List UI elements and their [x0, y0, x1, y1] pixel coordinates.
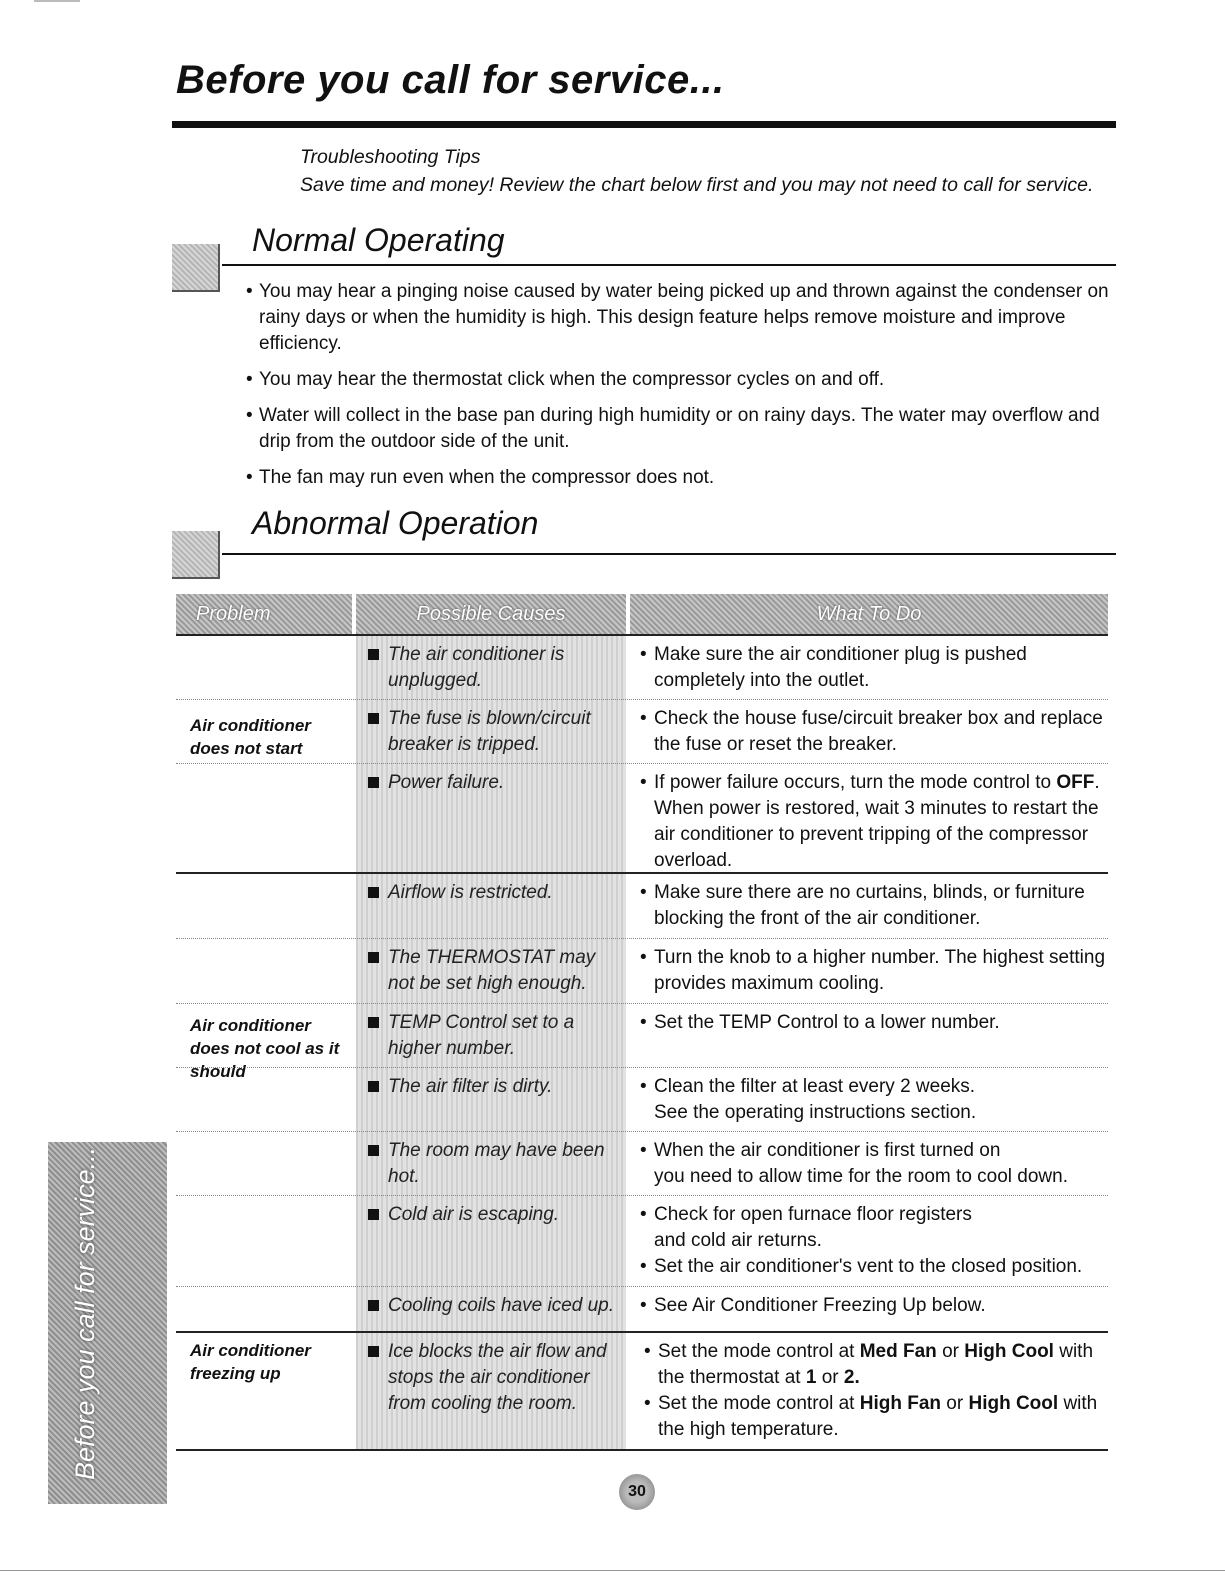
todo-bold: OFF [1056, 772, 1095, 793]
todo-text [640, 1202, 1108, 1280]
troubleshooting-table [176, 594, 1108, 1451]
top-crop-mark [34, 0, 80, 2]
header-possible-causes: Possible Causes [356, 594, 626, 634]
table-row [176, 1132, 1108, 1196]
table-row [176, 1004, 1108, 1068]
todo-text [640, 1010, 1108, 1036]
todo-text [640, 1074, 1108, 1126]
todo-bold: 2. [843, 1367, 860, 1388]
todo-bullet [644, 1391, 1112, 1443]
todo-bullet: • Check for open furnace floor registers [640, 1202, 1108, 1228]
cause-text: The air filter is dirty. [364, 1074, 624, 1100]
todo-bullet: • Set the TEMP Control to a lower number. [640, 1010, 1108, 1036]
todo-bold: 1 [805, 1367, 817, 1388]
todo-text [640, 770, 1108, 874]
abnormal-section-title: Abnormal Operation [252, 505, 539, 541]
todo-bullet [644, 1339, 1112, 1391]
cause-text: Cold air is escaping. [364, 1202, 624, 1228]
section-marker-icon [172, 531, 220, 579]
problem-group-freezing-up [176, 1333, 1108, 1451]
cause-text: The THERMOSTAT may not be set high enough. [364, 945, 624, 997]
todo-bullet: • Set the air conditioner's vent to the closed position. [640, 1254, 1108, 1280]
todo-bullet: • Make sure the air conditioner plug is pushed completely into the outlet. [640, 642, 1108, 694]
todo-part: Set the mode control at [658, 1393, 860, 1414]
todo-part: or [816, 1367, 844, 1388]
cause-text: Power failure. [364, 770, 624, 796]
problem-label: Air conditioner does not start [190, 716, 311, 758]
cause-text: TEMP Control set to a higher number. [364, 1010, 624, 1062]
todo-part: If power failure occurs, turn the mode control to [654, 772, 1057, 793]
todo-bullet: • Make sure there are no curtains, blinds, or furniture blocking the front of the air conditioner. [640, 880, 1108, 932]
todo-bold: Med Fan [859, 1341, 937, 1362]
cause-text: The fuse is blown/circuit breaker is tripped. [364, 706, 624, 758]
todo-bold: High Cool [968, 1393, 1059, 1414]
todo-text [644, 1339, 1112, 1443]
todo-bullet: • Check the house fuse/circuit breaker box and replace the fuse or reset the breaker. [640, 706, 1108, 758]
todo-bullet: • See Air Conditioner Freezing Up below. [640, 1293, 1108, 1319]
problem-label: Air conditioner does not cool as it should [190, 1016, 340, 1081]
problem-label: Air conditioner freezing up [190, 1341, 311, 1383]
todo-line: See the operating instructions section. [654, 1102, 977, 1123]
table-header [176, 594, 1108, 634]
todo-text [640, 706, 1108, 758]
todo-part: . When power is restored, wait 3 minutes to restart the air conditioner to prevent tripping of the compressor overload. [654, 772, 1100, 871]
table-row [176, 1333, 1108, 1449]
cause-text: Ice blocks the air flow and stops the air conditioner from cooling the room. [364, 1339, 624, 1417]
normal-section-title: Normal Operating [252, 222, 505, 258]
table-row [176, 1196, 1108, 1287]
todo-bullet: • Clean the filter at least every 2 weeks. [640, 1074, 1108, 1100]
todo-bullet [640, 770, 1108, 874]
todo-bullet: • When the air conditioner is first turned on [640, 1138, 1108, 1164]
title-rule [172, 121, 1116, 128]
section-rule [222, 553, 1116, 555]
table-row [176, 764, 1108, 872]
todo-text [640, 1293, 1108, 1319]
table-row [176, 1287, 1108, 1335]
header-problem: Problem [176, 594, 352, 634]
cause-text: The room may have been hot. [364, 1138, 624, 1190]
table-row [176, 700, 1108, 764]
todo-text [640, 1138, 1108, 1190]
page-title: Before you call for service... [176, 58, 725, 102]
cause-text: The air conditioner is unplugged. [364, 642, 624, 694]
todo-text [640, 880, 1108, 932]
todo-part: with the high temperature. [658, 1393, 1098, 1440]
section-rule [222, 264, 1116, 266]
todo-bullet: • Turn the knob to a higher number. The highest setting provides maximum cooling. [640, 945, 1108, 997]
todo-part: or [936, 1341, 965, 1362]
todo-bold: High Cool [964, 1341, 1054, 1362]
side-tab [48, 1142, 167, 1504]
section-marker-icon [172, 244, 220, 292]
todo-text [640, 945, 1108, 997]
todo-text [640, 642, 1108, 694]
abnormal-section-header [172, 505, 1116, 585]
header-what-to-do: What To Do [630, 594, 1108, 634]
todo-line: you need to allow time for the room to cool down. [654, 1166, 1069, 1187]
normal-operating-list [246, 279, 1116, 501]
todo-part: or [941, 1393, 969, 1414]
list-item: • You may hear a pinging noise caused by water being picked up and thrown against the condenser on rainy days or when the humidity is high. This design feature helps remove moisture and improve efficiency. [246, 279, 1116, 357]
page-number-badge: 30 [619, 1474, 655, 1510]
cause-text: Cooling coils have iced up. [364, 1293, 634, 1319]
todo-line: and cold air returns. [654, 1230, 822, 1251]
problem-group-does-not-cool [176, 874, 1108, 1333]
intro-block [300, 143, 1093, 199]
intro-tip: Save time and money! Review the chart below first and you may not need to call for service. [300, 174, 1094, 196]
todo-part: with the thermostat at [658, 1341, 1094, 1388]
table-row [176, 939, 1108, 1004]
table-row [176, 636, 1108, 700]
intro-subtitle: Troubleshooting Tips [300, 146, 481, 168]
side-tab-label: Before you call for service... [70, 1146, 100, 1480]
list-item: • Water will collect in the base pan during high humidity or on rainy days. The water may overflow and drip from the outdoor side of the unit. [246, 403, 1116, 455]
cause-text: Airflow is restricted. [364, 880, 624, 906]
table-row [176, 1068, 1108, 1132]
bottom-edge-line [0, 1570, 1225, 1571]
list-item: • You may hear the thermostat click when the compressor cycles on and off. [246, 367, 1116, 393]
list-item: • The fan may run even when the compressor does not. [246, 465, 1116, 491]
todo-part: Set the mode control at [658, 1341, 860, 1362]
todo-bold: High Fan [859, 1393, 942, 1414]
problem-group-does-not-start [176, 634, 1108, 874]
table-row [176, 874, 1108, 939]
